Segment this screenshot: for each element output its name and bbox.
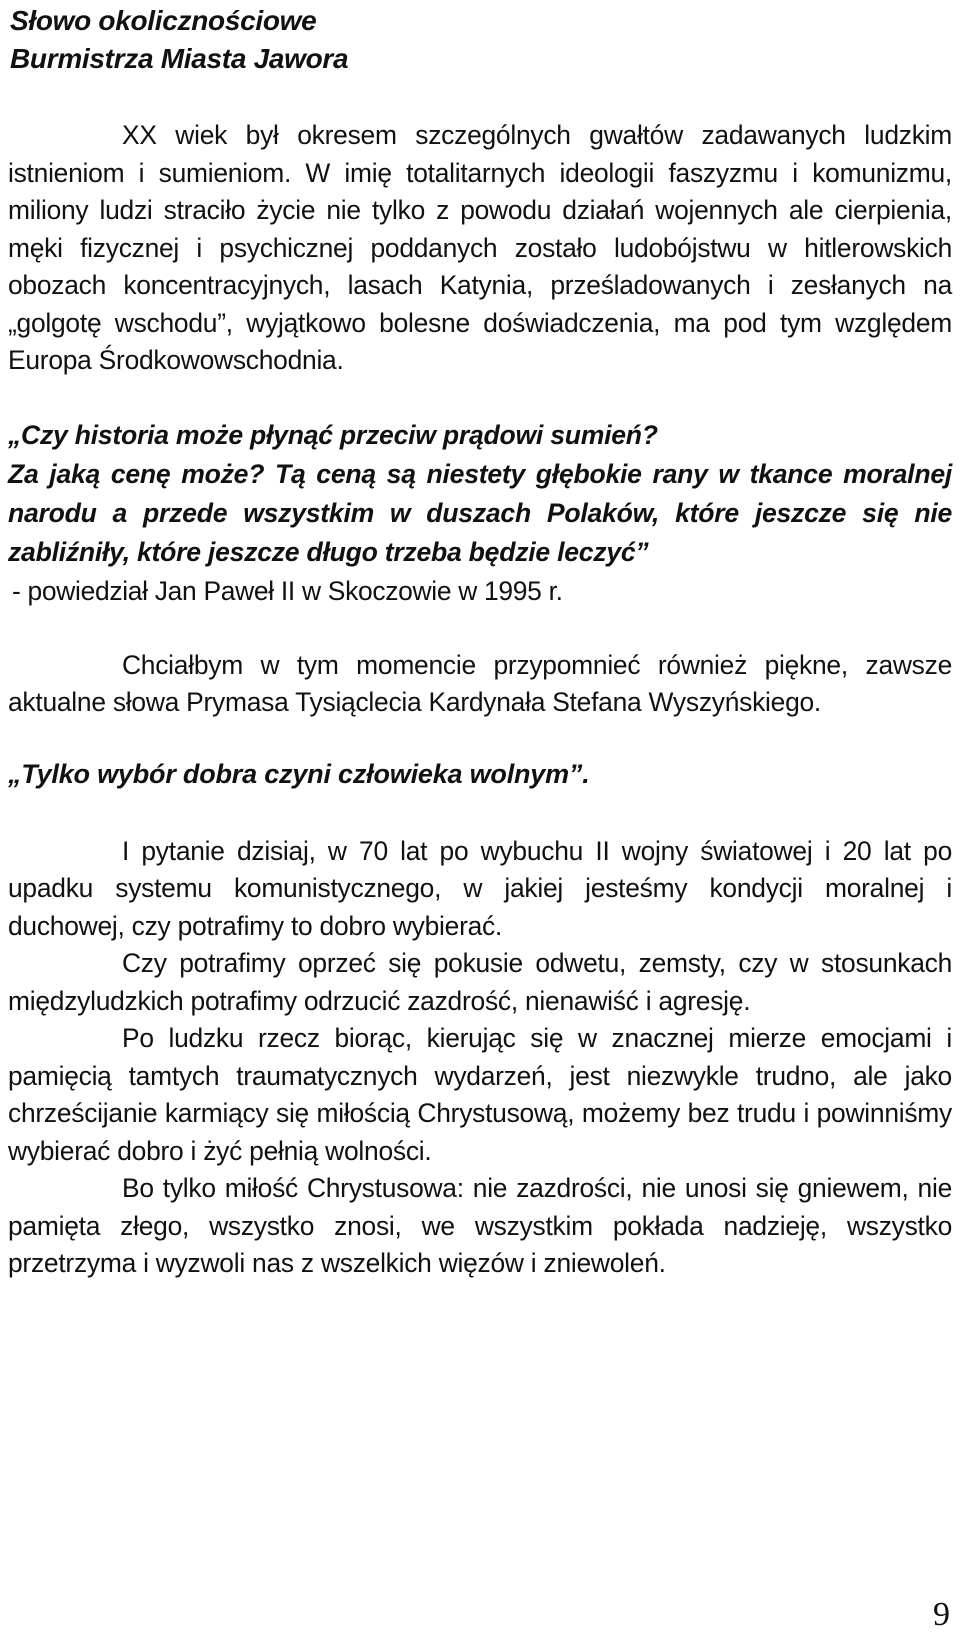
document-page: [8, 0, 952, 1283]
paragraph-revenge: Czy potrafimy oprzeć się pokusie odwetu, zemsty, czy w stosunkach międzyludzkich potrafimy odrzucić zazdrość, nienawiść i agresję.: [8, 948, 952, 1016]
paragraph-question-today: I pytanie dzisiaj, w 70 lat po wybuchu II wojny światowej i 20 lat po upadku systemu komunistycznego, w jakiej jesteśmy kondycji moralnej i duchowej, czy potrafimy to dobro wybierać.: [8, 835, 952, 941]
page-number: 9: [933, 1596, 950, 1633]
paragraph-wyszynski: Chciałbym w tym momencie przypomnieć również piękne, zawsze aktualne słowa Prymasa Tysiąclecia Kardynała Stefana Wyszyńskiego.: [8, 649, 952, 717]
paragraph-20th-century: XX wiek był okresem szczególnych gwałtów zadawanych ludzkim istnieniom i sumieniom. W imię totalitarnych ideologii faszyzmu i komunizmu, miliony ludzi straciło życie nie tylko z powodu działań wojennych ale cierpienia, męki fizycznej i psychicznej poddanych zostało ludobójstwu w hitlerowskich obozach koncentracyjnych, lasach Katynia, prześladowanych i zesłanych na „golgotę wschodu”, wyjątkowo bolesne doświadczenia, ma pod tym względem Europa Środkowowschodnia.: [8, 120, 952, 375]
quote-attribution: - powiedział Jan Paweł II w Skoczowie w 1995 r.: [12, 575, 563, 606]
john-paul-quote-block: [8, 416, 952, 610]
paragraph-emotions: Po ludzku rzecz biorąc, kierując się w znacznej mierze emocjami i pamięcią tamtych traumatycznych wydarzeń, jest niezwykle trudno, ale jako chrześcijanie karmiący się miłością Chrystusową, możemy bez trudu i powinniśmy wybierać dobro i żyć pełnią wolności.: [8, 1023, 952, 1166]
wyszynski-quote: „Tylko wybór dobra czyni człowieka wolnym”.: [8, 758, 590, 789]
quote-question-line: „Czy historia może płynąć przeciw prądowi sumień?: [8, 419, 658, 450]
paragraph-love-of-christ: Bo tylko miłość Chrystusowa: nie zazdrości, nie unosi się gniewem, nie pamięta złego, wszystko znosi, we wszystkim pokłada nadzieję, wszystko przetrzyma i wyzwoli nas z wszelkich więzów i zniewoleń.: [8, 1173, 952, 1278]
quote-body: Za jaką cenę może? Tą ceną są niestety głębokie rany w tkance moralnej narodu a przede wszystkim w duszach Polaków, które jeszcze się nie zabliźniły, które jeszcze długo trzeba będzie leczyć”: [8, 458, 952, 567]
heading-line-1: Słowo okolicznościowe: [10, 5, 317, 36]
heading-line-2: Burmistrza Miasta Jawora: [10, 43, 349, 74]
document-heading: [10, 2, 952, 78]
